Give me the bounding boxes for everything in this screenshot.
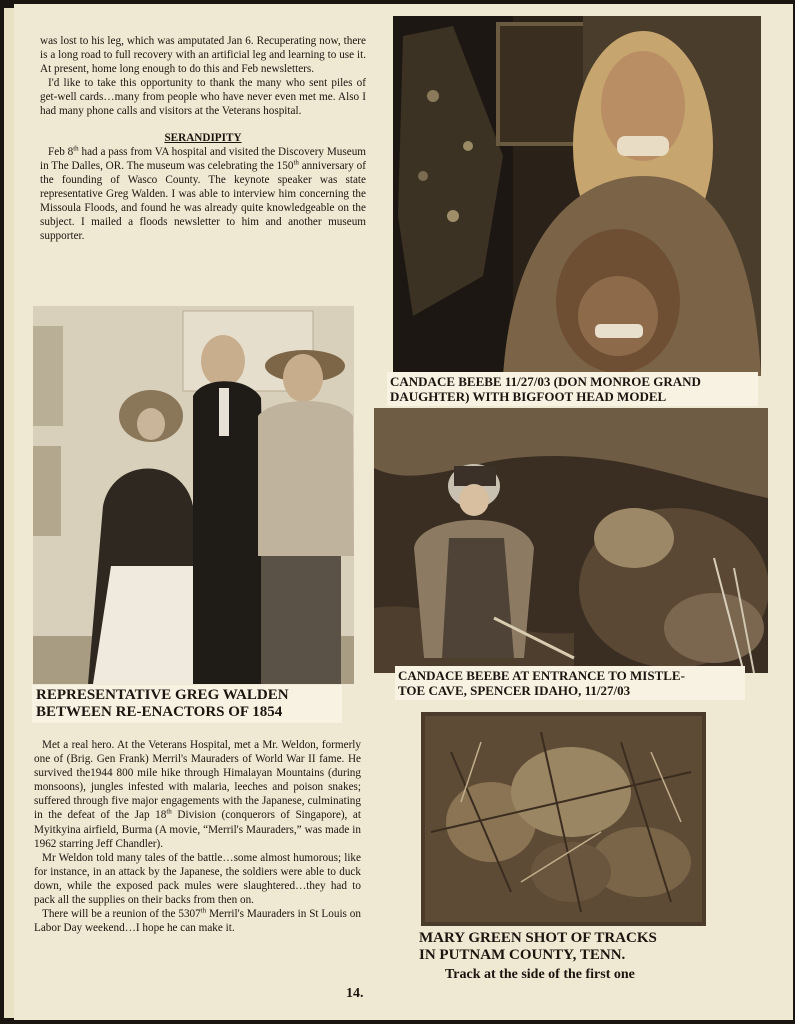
caption-candace-bigfoot: CANDACE BEEBE 11/27/03 (DON MONROE GRAND DAUGHTER) WITH BIGFOOT HEAD MODEL [387,372,758,406]
article-bottom-paragraph: Met a real hero. At the Veterans Hospital, met a Mr. Weldon, formerly one of (Brig. Gen Frank) Merril's Mauraders of World War II fame. He survived the1944 800 mile hike through Himalayan Mountains (during monsoons), jungles infested with malaria, leeches and poison snakes; suffered through five major engagements with the Japanese, culminating in the defeat of the Jap 18th Division (conquerors of Singapore), at Myitkyina airfield, Burma (A movie, “Merril's Mauraders,” was made in 1962 starring Jeff Chandler). [34,739,362,850]
photo-candace-bigfoot [393,16,761,376]
caption-tracks: MARY GREEN SHOT OF TRACKS IN PUTNAM COUNTY, TENN. Track at the side of the first one [419,930,657,982]
article-bottom [34,738,361,935]
photo-candace-bigfoot-image [393,16,761,376]
article-top-paragraph: Feb 8th had a pass from VA hospital and visited the Discovery Museum in The Dalles, OR. The museum was celebrating the 150th anniversary of the founding of Wasco County. The keynote speaker was state representative Greg Walden. I was able to interview him concerning the Missoula Floods, and found he was already quite knowledgeable on the subject. I mailed a floods newsletter to him and another museum supporter. [40,143,366,243]
article-top-paragraph: I'd like to take this opportunity to thank the many who sent piles of get-well cards…many from people who have never even met me. Also I had many phone calls and visitors at the Veterans hospital. [40,77,366,118]
article-top [40,34,366,243]
section-heading: SERANDIPITY [164,131,242,144]
caption-cave: CANDACE BEEBE AT ENTRANCE TO MISTLE- TOE CAVE, SPENCER IDAHO, 11/27/03 [395,666,745,700]
photo-tracks [421,712,706,926]
photo-walden-reenactors [33,306,354,684]
page-number: 14. [346,986,364,1001]
article-bottom-paragraph: There will be a reunion of the 5307th Merril's Mauraders in St Louis on Labor Day weekend…I hope he can make it. [34,906,361,935]
photo-mistletoe-cave [374,408,768,673]
article-bottom-paragraph: Mr Weldon told many tales of the battle…some almost humorous; like for instance, in an attack by the Japanese, the soldiers were able to duck down, while the exposed pack mules were slaughtered…they had to pack all the supplies on their backs from then on. [34,851,361,907]
article-top-paragraph: was lost to his leg, which was amputated Jan 6. Recuperating now, there is a long road to full recovery with an artificial leg and learning to use it. At present, home long enough to do this and Feb newsletters. [40,35,366,76]
caption-walden: REPRESENTATIVE GREG WALDEN BETWEEN RE-ENACTORS OF 1854 [32,685,342,723]
photo-cave-image [374,408,768,673]
photo-walden-image [33,306,354,684]
photo-tracks-image [421,712,706,926]
